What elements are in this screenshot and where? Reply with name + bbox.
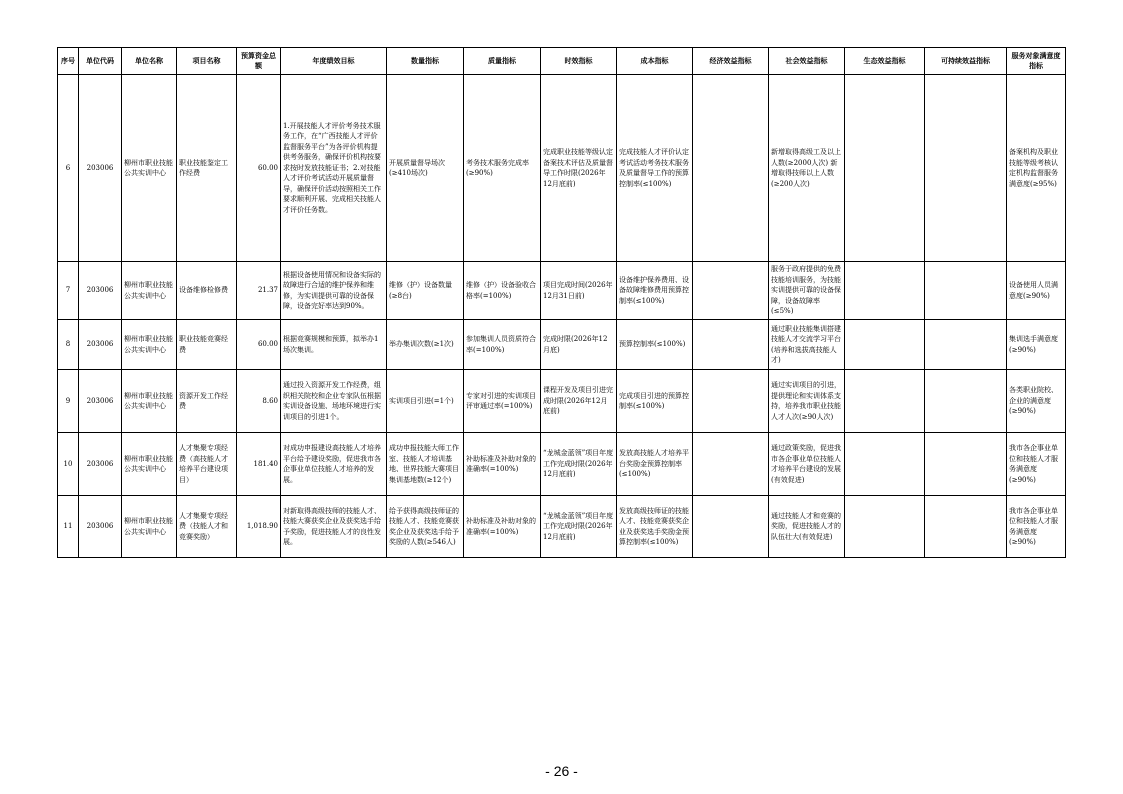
header-col-annual-target: 年度绩效目标: [281, 48, 387, 75]
header-col-unit-name: 单位名称: [122, 48, 177, 75]
header-col-quantity: 数量指标: [387, 48, 464, 75]
cell-col-unit-code: 203006: [79, 370, 122, 433]
cell-col-project-name: 职业技能鉴定工作经费: [177, 75, 237, 262]
header-col-budget: 预算资金总额: [237, 48, 281, 75]
cell-col-social: 通过实训项目的引进，提供理论和实训体系支持，培养我市职业技能人才人次(≥90人次): [769, 370, 845, 433]
cell-col-sustainable: [925, 75, 1007, 262]
table-row: [58, 320, 1066, 370]
cell-col-project-name: 职业技能竞赛经费: [177, 320, 237, 370]
cell-col-quality: 维修（护）设备验收合格率(=100%): [464, 262, 541, 320]
cell-col-project-name: 人才集聚专项经费（技能人才和竞赛奖励）: [177, 496, 237, 558]
cell-col-sustainable: [925, 262, 1007, 320]
cell-col-quality: 专家对引进的实训项目评审通过率(=100%): [464, 370, 541, 433]
cell-col-annual-target: 对新取得高级技师的技能人才、技能大赛获奖企业及获奖选手给予奖励，促进技能人才的良性发展。: [281, 496, 387, 558]
cell-col-social: 新增取得高级工及以上人数(≥2000人次) 新增取得技师以上人数(≥200人次): [769, 75, 845, 262]
cell-col-unit-name: 柳州市职业技能公共实训中心: [122, 75, 177, 262]
cell-col-cost: 预算控制率(≤100%): [617, 320, 693, 370]
cell-col-satisfaction: 集训选手满意度(≥90%): [1007, 320, 1066, 370]
cell-col-unit-code: 203006: [79, 262, 122, 320]
cell-col-satisfaction: 设备使用人员满意度(≥90%): [1007, 262, 1066, 320]
cell-col-timeliness: “龙城金蓝领”项目年度工作完成时限(2026年12月底前): [541, 496, 617, 558]
cell-col-unit-name: 柳州市职业技能公共实训中心: [122, 433, 177, 496]
cell-col-timeliness: 项目完成时间(2026年12月31日前): [541, 262, 617, 320]
cell-col-ecological: [845, 496, 925, 558]
cell-col-sustainable: [925, 370, 1007, 433]
table-row: [58, 262, 1066, 320]
cell-col-economic: [693, 262, 769, 320]
cell-col-quantity: 实训项目引进(=1个): [387, 370, 464, 433]
cell-col-annual-target: 根据竞赛规模和预算，拟举办1场次集训。: [281, 320, 387, 370]
cell-col-timeliness: 课程开发及项目引进完成时限(2026年12月底前): [541, 370, 617, 433]
cell-col-sustainable: [925, 496, 1007, 558]
cell-col-index: 9: [58, 370, 79, 433]
header-col-sustainable: 可持续效益指标: [925, 48, 1007, 75]
cell-col-quantity: 成功申报技能大师工作室、技能人才培训基地、世界技能大赛项目集训基地数(≥12个): [387, 433, 464, 496]
header-col-social: 社会效益指标: [769, 48, 845, 75]
cell-col-budget: 8.60: [237, 370, 281, 433]
header-col-quality: 质量指标: [464, 48, 541, 75]
cell-col-index: 7: [58, 262, 79, 320]
cell-col-cost: 发放高技能人才培养平台奖励金预算控制率(≤100%): [617, 433, 693, 496]
cell-col-index: 6: [58, 75, 79, 262]
cell-col-unit-code: 203006: [79, 320, 122, 370]
cell-col-satisfaction: 我市各企事业单位和技能人才服务满意度(≥90%): [1007, 433, 1066, 496]
cell-col-project-name: 资源开发工作经费: [177, 370, 237, 433]
cell-col-social: 通过职业技能集训搭建技能人才交流学习平台(培养和选拔高技能人才): [769, 320, 845, 370]
cell-col-annual-target: 对成功申报建设高技能人才培养平台给予建设奖励，促进我市各企事业单位技能人才培养的发展。: [281, 433, 387, 496]
header-col-timeliness: 时效指标: [541, 48, 617, 75]
cell-col-timeliness: “龙城金蓝领”项目年度工作完成时限(2026年12月底前): [541, 433, 617, 496]
cell-col-ecological: [845, 320, 925, 370]
cell-col-sustainable: [925, 320, 1007, 370]
cell-col-annual-target: 通过投入资源开发工作经费，组织相关院校和企业专家队伍根据实训设备设施、场地环境进行实训项目的引进1个。: [281, 370, 387, 433]
cell-col-ecological: [845, 433, 925, 496]
cell-col-economic: [693, 75, 769, 262]
cell-col-ecological: [845, 262, 925, 320]
cell-col-quantity: 给予获得高级技师证的技能人才、技能竞赛获奖企业及获奖选手给予奖励的人数(≥546人): [387, 496, 464, 558]
cell-col-economic: [693, 370, 769, 433]
header-col-ecological: 生态效益指标: [845, 48, 925, 75]
table-row: [58, 370, 1066, 433]
cell-col-cost: 发放高级技师证的技能人才、技能竞赛获奖企业及获奖选手奖励金预算控制率(≤100%): [617, 496, 693, 558]
cell-col-budget: 1,018.90: [237, 496, 281, 558]
cell-col-index: 10: [58, 433, 79, 496]
cell-col-cost: 完成项目引进的预算控制率(≤100%): [617, 370, 693, 433]
cell-col-social: 服务于政府提供的免费技能培训服务，为技能实训提供可靠的设备保障，设备故障率(≤5%): [769, 262, 845, 320]
cell-col-index: 11: [58, 496, 79, 558]
cell-col-unit-code: 203006: [79, 433, 122, 496]
cell-col-project-name: 设备维修检修费: [177, 262, 237, 320]
cell-col-budget: 60.00: [237, 320, 281, 370]
cell-col-unit-code: 203006: [79, 496, 122, 558]
cell-col-timeliness: 完成职业技能等级认定备案技术评估及质量督导工作时限(2026年12月底前): [541, 75, 617, 262]
cell-col-economic: [693, 320, 769, 370]
cell-col-ecological: [845, 75, 925, 262]
cell-col-economic: [693, 433, 769, 496]
cell-col-social: 通过技能人才和竞赛的奖励，促进技能人才的队伍壮大(有效促进): [769, 496, 845, 558]
cell-col-cost: 完成技能人才评价认定考试活动考务技术服务及质量督导工作的预算控制率(≤100%): [617, 75, 693, 262]
cell-col-cost: 设备维护保养费用、设备故障维修费用预算控制率(≤100%): [617, 262, 693, 320]
cell-col-unit-name: 柳州市职业技能公共实训中心: [122, 320, 177, 370]
cell-col-quality: 考务技术服务完成率(≥90%): [464, 75, 541, 262]
cell-col-project-name: 人才集聚专项经费（高技能人才培养平台建设项目）: [177, 433, 237, 496]
cell-col-annual-target: 1.开展技能人才评价考务技术服务工作，在“广西技能人才评价监督服务平台”为各评价机构提供考务服务，确保评价机构按要求按时发放技能证书；2.对技能人才评价考试活动开展质量督导，确保评价活动按照相关工作要求顺利开展、完成相关技能人才评价任务数。: [281, 75, 387, 262]
cell-col-economic: [693, 496, 769, 558]
cell-col-quality: 补助标准及补助对象的准确率(=100%): [464, 496, 541, 558]
cell-col-unit-name: 柳州市职业技能公共实训中心: [122, 370, 177, 433]
table-row: [58, 75, 1066, 262]
cell-col-budget: 181.40: [237, 433, 281, 496]
header-col-unit-code: 单位代码: [79, 48, 122, 75]
header-col-satisfaction: 服务对象满意度指标: [1007, 48, 1066, 75]
cell-col-ecological: [845, 370, 925, 433]
cell-col-budget: 21.37: [237, 262, 281, 320]
cell-col-annual-target: 根据设备使用情况和设备实际的故障进行合适的维护保养和维修，为实训提供可靠的设备保障，设备完好率达到90%。: [281, 262, 387, 320]
header-col-project-name: 项目名称: [177, 48, 237, 75]
table-row: [58, 433, 1066, 496]
cell-col-quantity: 举办集训次数(≥1次): [387, 320, 464, 370]
header-col-cost: 成本指标: [617, 48, 693, 75]
header-col-economic: 经济效益指标: [693, 48, 769, 75]
cell-col-unit-name: 柳州市职业技能公共实训中心: [122, 496, 177, 558]
cell-col-quality: 补助标准及补助对象的准确率(=100%): [464, 433, 541, 496]
page-number: - 26 -: [545, 763, 578, 779]
cell-col-quality: 参加集训人员资质符合率(=100%): [464, 320, 541, 370]
header-row: [58, 48, 1066, 75]
cell-col-unit-code: 203006: [79, 75, 122, 262]
cell-col-budget: 60.00: [237, 75, 281, 262]
cell-col-social: 通过政策奖励，促进我市各企事业单位技能人才培养平台建设的发展(有效促进): [769, 433, 845, 496]
performance-table: [57, 47, 1066, 558]
cell-col-satisfaction: 我市各企事业单位和技能人才服务满意度(≥90%): [1007, 496, 1066, 558]
cell-col-satisfaction: 备案机构及职业技能等级考核认定机构监督服务满意度(≥95%): [1007, 75, 1066, 262]
cell-col-satisfaction: 各类职业院校、企业的满意度(≥90%): [1007, 370, 1066, 433]
table-row: [58, 496, 1066, 558]
cell-col-quantity: 维修（护）设备数量(≥8台): [387, 262, 464, 320]
cell-col-timeliness: 完成时限(2026年12月底): [541, 320, 617, 370]
cell-col-sustainable: [925, 433, 1007, 496]
header-col-index: 序号: [58, 48, 79, 75]
cell-col-unit-name: 柳州市职业技能公共实训中心: [122, 262, 177, 320]
cell-col-quantity: 开展质量督导场次(≥410场次): [387, 75, 464, 262]
cell-col-index: 8: [58, 320, 79, 370]
